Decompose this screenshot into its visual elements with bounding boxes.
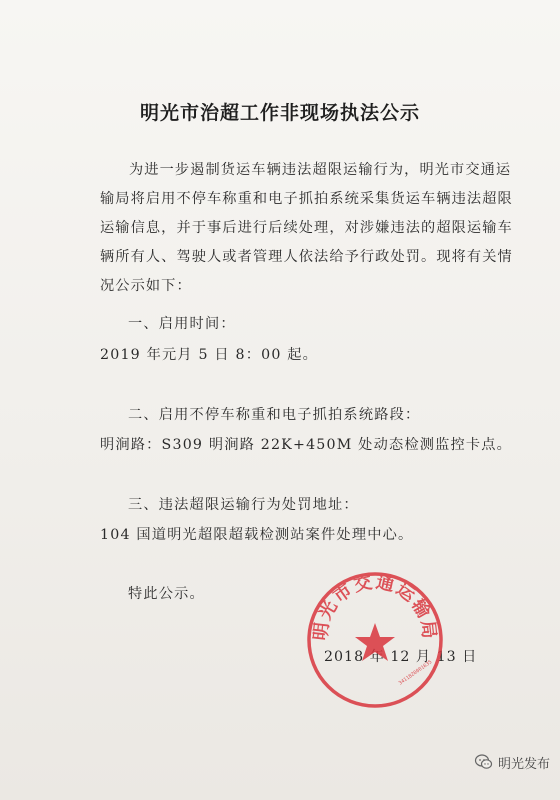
section-2-heading: 二、启用不停车称重和电子抓拍系统路段： [128, 407, 421, 423]
section-1-heading: 一、启用时间： [128, 316, 236, 332]
seal-star-icon [355, 623, 395, 661]
watermark-label: 明光发布 [497, 756, 550, 772]
seal-serial-text: 3411820001635 [397, 659, 434, 687]
wechat-icon [474, 752, 494, 772]
intro-paragraph: 为进一步遏制货运车辆违法超限运输行为，明光市交通运输局将启用不停车称重和电子抓拍系统采集货运车辆违法超限运输信息，并于事后进行后续处理，对涉嫌违法的超限运输车辆所有人、驾驶人或者管理人依法给予行政处罚。现将有关情况公示如下： [100, 162, 513, 294]
source-watermark [474, 752, 550, 772]
section-2-content: 明涧路：S309 明涧路 22K+450M 处动态检测监控卡点。 [100, 437, 513, 453]
seal-text: 明光市交通运输局 [310, 571, 440, 642]
document-date: 2018 年 12 月 13 日 [324, 649, 478, 665]
section-3-content: 104 国道明光超限超载检测站案件处理中心。 [100, 527, 414, 543]
section-3-heading: 三、违法超限运输行为处罚地址： [128, 497, 359, 513]
section-1-content: 2019 年元月 5 日 8：00 起。 [100, 347, 319, 363]
official-seal [300, 565, 450, 715]
closing-text: 特此公示。 [128, 586, 205, 602]
document-title: 明光市治超工作非现场执法公示 [139, 102, 420, 124]
